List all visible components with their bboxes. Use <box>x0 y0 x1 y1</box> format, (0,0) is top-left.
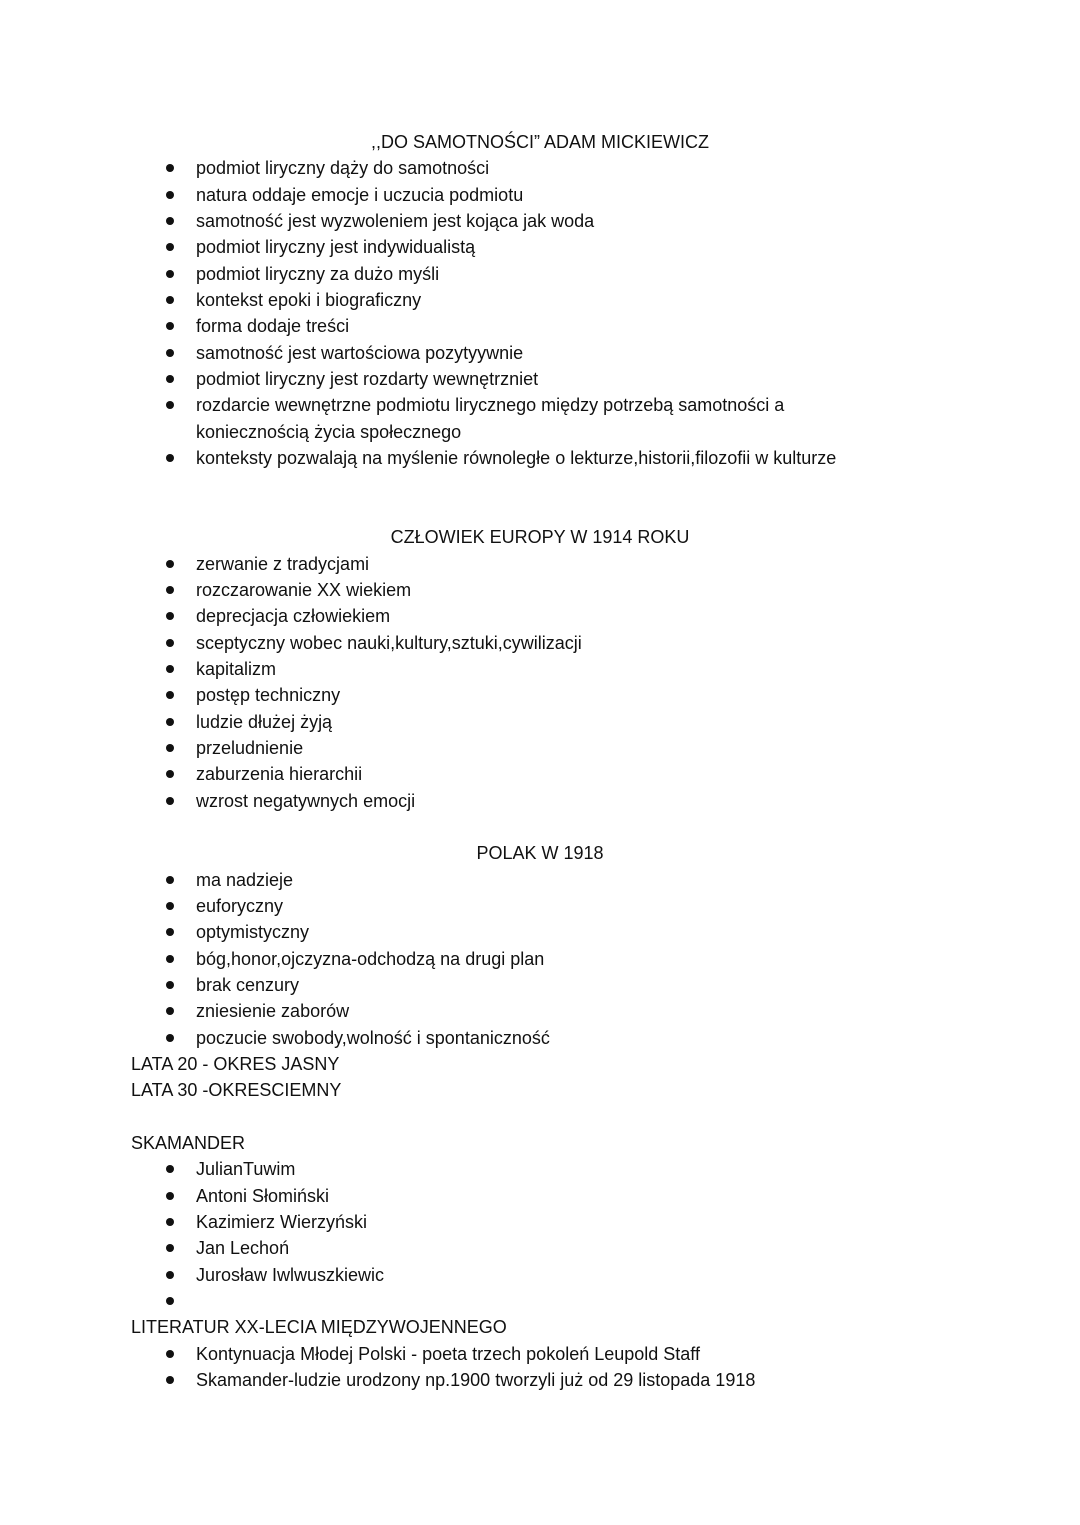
bullet-icon <box>166 243 174 251</box>
line-text: podmiot liryczny jest rozdarty wewnętrzniet <box>196 369 539 390</box>
bullet-icon <box>166 770 174 778</box>
line-text: ludzie dłużej żyją <box>196 711 333 732</box>
bullet-icon <box>166 639 174 647</box>
bullet-icon <box>166 560 174 568</box>
line-text: rozczarowanie XX wiekiem <box>196 579 412 600</box>
line-text: JulianTuwim <box>196 1159 296 1180</box>
list-item <box>0 1235 1080 1261</box>
line-text: deprecjacja człowiekiem <box>196 606 391 627</box>
bullet-icon <box>166 1218 174 1226</box>
line-text: LATA 20 - OKRES JASNY <box>131 1054 340 1075</box>
bullet-icon <box>166 1350 174 1358</box>
line-text: ,,DO SAMOTNOŚCI” ADAM MICKIEWICZ <box>370 132 709 152</box>
list-item <box>0 709 1080 735</box>
line-text: euforyczny <box>196 895 284 916</box>
bullet-icon <box>166 1034 174 1042</box>
list-item <box>0 551 1080 577</box>
line-text: zerwanie z tradycjami <box>196 553 370 574</box>
section-title <box>0 524 1080 550</box>
line-text: samotność jest wartościowa pozytyywnie <box>196 342 524 363</box>
list-item <box>0 603 1080 629</box>
line-text: kapitalizm <box>196 658 277 679</box>
line-text: natura oddaje emocje i uczucia podmiotu <box>196 184 524 205</box>
bullet-icon <box>166 691 174 699</box>
list-item <box>0 1025 1080 1051</box>
period-line <box>0 1077 1080 1103</box>
bullet-icon <box>166 401 174 409</box>
line-text: postęp techniczny <box>196 685 341 706</box>
bullet-icon <box>166 296 174 304</box>
bullet-icon <box>166 217 174 225</box>
line-text: Antoni Słomiński <box>196 1185 330 1206</box>
line-text: podmiot liryczny jest indywidualistą <box>196 237 476 258</box>
list-item <box>0 972 1080 998</box>
list-item <box>0 577 1080 603</box>
list-item <box>0 340 1080 366</box>
line-text: LITERATUR XX-LECIA MIĘDZYWOJENNEGO <box>131 1317 507 1338</box>
document-page <box>0 129 1080 1394</box>
line-text: POLAK W 1918 <box>476 843 604 864</box>
section-title <box>0 129 1080 155</box>
line-text: forma dodaje treści <box>196 316 350 337</box>
bullet-icon <box>166 1271 174 1279</box>
list-item <box>0 1262 1080 1288</box>
bullet-icon <box>166 718 174 726</box>
bullet-icon <box>166 322 174 330</box>
bullet-icon <box>166 1376 174 1384</box>
line-text: Kontynuacja Młodej Polski - poeta trzech pokoleń Leupold Staff <box>196 1343 700 1364</box>
section-title <box>0 840 1080 866</box>
bullet-icon <box>166 612 174 620</box>
line-text: kontekst epoki i biograficzny <box>196 290 422 311</box>
bullet-icon <box>166 1244 174 1252</box>
list-item <box>0 946 1080 972</box>
bullet-icon <box>166 981 174 989</box>
bullet-icon <box>166 375 174 383</box>
list-item <box>0 735 1080 761</box>
list-item <box>0 1183 1080 1209</box>
line-text: zaburzenia hierarchii <box>196 764 363 785</box>
empty-list-item <box>0 1288 1080 1314</box>
section-title <box>0 1314 1080 1340</box>
list-item <box>0 182 1080 208</box>
list-item <box>0 366 1080 392</box>
bullet-icon <box>166 744 174 752</box>
blank-line <box>0 814 1080 840</box>
bullet-icon <box>166 1165 174 1173</box>
list-item <box>0 630 1080 656</box>
line-text: konteksty pozwalają na myślenie równoległe o lekturze,historii,filozofii w kulturze <box>196 448 837 469</box>
bullet-icon <box>166 902 174 910</box>
line-text: LATA 30 -OKRESCIEMNY <box>131 1080 342 1101</box>
list-item <box>0 656 1080 682</box>
line-text: brak cenzury <box>196 975 300 995</box>
bullet-icon <box>166 270 174 278</box>
list-item <box>0 788 1080 814</box>
line-text: optymistyczny <box>196 922 310 943</box>
bullet-icon <box>166 164 174 172</box>
line-text: Skamander-ludzie urodzony np.1900 tworzyli już od 29 listopada 1918 <box>196 1370 756 1391</box>
list-item <box>0 919 1080 945</box>
line-text: koniecznością życia społecznego <box>196 421 462 442</box>
period-line <box>0 1051 1080 1077</box>
line-text: zniesienie zaborów <box>196 1001 350 1022</box>
list-item <box>0 867 1080 893</box>
bullet-icon <box>166 454 174 462</box>
line-text: ma nadzieje <box>196 869 294 890</box>
list-item <box>0 761 1080 787</box>
line-text: bóg,honor,ojczyzna-odchodzą na drugi plan <box>196 948 545 969</box>
bullet-icon <box>166 349 174 357</box>
list-item <box>0 287 1080 313</box>
line-text: przeludnienie <box>196 737 304 758</box>
line-text: samotność jest wyzwoleniem jest kojąca jak woda <box>196 211 595 232</box>
line-text: sceptyczny wobec nauki,kultury,sztuki,cywilizacji <box>196 632 582 653</box>
line-text: podmiot liryczny za dużo myśli <box>196 263 440 284</box>
line-text: wzrost negatywnych emocji <box>196 790 416 811</box>
list-item <box>0 998 1080 1024</box>
bullet-icon <box>166 876 174 884</box>
list-item-continuation <box>0 419 1080 445</box>
line-text: Kazimierz Wierzyński <box>196 1212 368 1233</box>
list-item <box>0 1209 1080 1235</box>
bullet-icon <box>166 797 174 805</box>
list-item <box>0 155 1080 181</box>
list-item <box>0 445 1080 471</box>
blank-line <box>0 1104 1080 1130</box>
line-text: poczucie swobody,wolność i spontaniczność <box>196 1027 550 1048</box>
section-title <box>0 1130 1080 1156</box>
line-text: Jan Lechoń <box>196 1238 290 1259</box>
bullet-icon <box>166 928 174 936</box>
list-item <box>0 261 1080 287</box>
bullet-icon <box>166 955 174 963</box>
line-text: podmiot liryczny dąży do samotności <box>196 158 490 179</box>
blank-line <box>0 498 1080 524</box>
list-item <box>0 1156 1080 1182</box>
list-item <box>0 893 1080 919</box>
list-item <box>0 682 1080 708</box>
bullet-icon <box>166 665 174 673</box>
line-text: SKAMANDER <box>131 1133 246 1154</box>
list-item <box>0 208 1080 234</box>
blank-line <box>0 471 1080 497</box>
list-item <box>0 1341 1080 1367</box>
bullet-icon <box>166 1297 174 1305</box>
line-text: CZŁOWIEK EUROPY W 1914 ROKU <box>390 527 690 548</box>
list-item <box>0 313 1080 339</box>
line-text: Jurosław Iwlwuszkiewic <box>196 1264 385 1285</box>
bullet-icon <box>166 1192 174 1200</box>
bullet-icon <box>166 1007 174 1015</box>
list-item <box>0 1367 1080 1393</box>
list-item <box>0 234 1080 260</box>
list-item <box>0 392 1080 418</box>
bullet-icon <box>166 191 174 199</box>
bullet-icon <box>166 586 174 594</box>
line-text: rozdarcie wewnętrzne podmiotu lirycznego między potrzebą samotności a <box>196 395 785 416</box>
